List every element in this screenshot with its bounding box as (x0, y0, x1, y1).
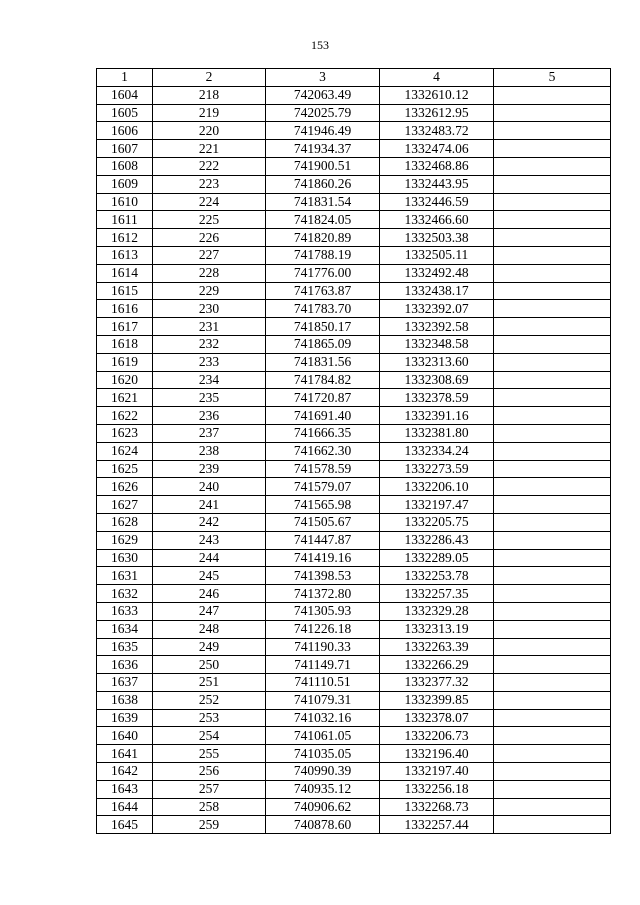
table-row (97, 175, 611, 193)
table-cell: 236 (153, 407, 266, 425)
table-cell: 1634 (97, 620, 153, 638)
table-cell: 1612 (97, 229, 153, 247)
table-cell: 255 (153, 745, 266, 763)
table-cell: 741226.18 (266, 620, 380, 638)
table-cell: 1332206.10 (380, 478, 494, 496)
table-cell: 1645 (97, 816, 153, 834)
table-cell: 741662.30 (266, 442, 380, 460)
table-cell (494, 211, 611, 229)
table-cell (494, 122, 611, 140)
table-cell: 741860.26 (266, 175, 380, 193)
table-cell (494, 763, 611, 781)
table-row (97, 745, 611, 763)
table-cell: 1637 (97, 674, 153, 692)
table-row (97, 620, 611, 638)
table-cell: 224 (153, 193, 266, 211)
table-cell: 1632 (97, 585, 153, 603)
table-cell: 1332392.07 (380, 300, 494, 318)
table-cell: 742025.79 (266, 104, 380, 122)
table-cell: 1332197.40 (380, 763, 494, 781)
table-cell: 741865.09 (266, 335, 380, 353)
table-cell: 233 (153, 353, 266, 371)
column-header: 3 (266, 69, 380, 87)
table-cell: 1332492.48 (380, 264, 494, 282)
table-cell (494, 549, 611, 567)
table-cell: 228 (153, 264, 266, 282)
table-cell: 246 (153, 585, 266, 603)
table-cell: 741784.82 (266, 371, 380, 389)
table-cell: 1332468.86 (380, 157, 494, 175)
table-cell: 1619 (97, 353, 153, 371)
table-cell (494, 86, 611, 104)
table-row (97, 371, 611, 389)
table-cell: 1643 (97, 780, 153, 798)
table-row (97, 318, 611, 336)
table-cell: 219 (153, 104, 266, 122)
table-cell: 1332612.95 (380, 104, 494, 122)
table-cell: 223 (153, 175, 266, 193)
table-cell (494, 780, 611, 798)
table-cell: 1332253.78 (380, 567, 494, 585)
table-cell: 741691.40 (266, 407, 380, 425)
table-cell (494, 709, 611, 727)
table-row (97, 300, 611, 318)
table-row (97, 193, 611, 211)
table-cell (494, 691, 611, 709)
table-cell (494, 282, 611, 300)
table-row (97, 567, 611, 585)
table-cell: 741824.05 (266, 211, 380, 229)
table-cell: 740990.39 (266, 763, 380, 781)
table-row (97, 335, 611, 353)
table-cell: 257 (153, 780, 266, 798)
table-cell: 1611 (97, 211, 153, 229)
table-cell: 741776.00 (266, 264, 380, 282)
table-cell: 259 (153, 816, 266, 834)
table-cell (494, 674, 611, 692)
table-cell: 235 (153, 389, 266, 407)
table-cell (494, 371, 611, 389)
table-cell: 1332205.75 (380, 513, 494, 531)
table-row (97, 407, 611, 425)
table-cell: 1635 (97, 638, 153, 656)
table-cell (494, 496, 611, 514)
table-cell (494, 300, 611, 318)
table-cell: 1639 (97, 709, 153, 727)
table-row (97, 424, 611, 442)
table-cell (494, 353, 611, 371)
table-cell: 741788.19 (266, 246, 380, 264)
table-cell: 741934.37 (266, 140, 380, 158)
table-cell: 258 (153, 798, 266, 816)
table-row (97, 157, 611, 175)
table-cell: 1332273.59 (380, 460, 494, 478)
table-cell (494, 513, 611, 531)
table-cell: 1332266.29 (380, 656, 494, 674)
table-cell: 1332257.35 (380, 585, 494, 603)
table-row (97, 442, 611, 460)
column-header: 4 (380, 69, 494, 87)
table-cell: 1332263.39 (380, 638, 494, 656)
table-cell: 1614 (97, 264, 153, 282)
table-row (97, 585, 611, 603)
table-row (97, 780, 611, 798)
table-cell: 220 (153, 122, 266, 140)
table-cell: 1644 (97, 798, 153, 816)
table-cell (494, 531, 611, 549)
table-cell (494, 389, 611, 407)
table-cell: 239 (153, 460, 266, 478)
page-number: 153 (311, 38, 329, 52)
table-cell: 1332443.95 (380, 175, 494, 193)
table-cell: 1630 (97, 549, 153, 567)
table-cell: 238 (153, 442, 266, 460)
table-cell (494, 175, 611, 193)
table-cell (494, 727, 611, 745)
table-cell (494, 157, 611, 175)
table-cell: 741720.87 (266, 389, 380, 407)
table-row (97, 798, 611, 816)
table-cell: 1332505.11 (380, 246, 494, 264)
table-header-row (97, 69, 611, 87)
table-cell: 741061.05 (266, 727, 380, 745)
table-cell: 225 (153, 211, 266, 229)
table-row (97, 478, 611, 496)
table-row (97, 264, 611, 282)
table-row (97, 513, 611, 531)
table-row (97, 727, 611, 745)
table-cell (494, 264, 611, 282)
table-cell: 1610 (97, 193, 153, 211)
table-row (97, 86, 611, 104)
table-cell: 242 (153, 513, 266, 531)
table-cell: 230 (153, 300, 266, 318)
table-row (97, 638, 611, 656)
table-cell: 741149.71 (266, 656, 380, 674)
table-cell (494, 656, 611, 674)
column-header: 2 (153, 69, 266, 87)
table-cell: 1606 (97, 122, 153, 140)
table-cell: 1332438.17 (380, 282, 494, 300)
table-cell (494, 745, 611, 763)
table-cell: 741079.31 (266, 691, 380, 709)
table-cell: 1625 (97, 460, 153, 478)
table-cell: 229 (153, 282, 266, 300)
table-cell: 1626 (97, 478, 153, 496)
table-cell: 1332503.38 (380, 229, 494, 247)
table-cell (494, 638, 611, 656)
table-cell: 1608 (97, 157, 153, 175)
table-cell (494, 567, 611, 585)
table-cell: 227 (153, 246, 266, 264)
table-body (97, 86, 611, 833)
table-cell: 1332289.05 (380, 549, 494, 567)
table-cell (494, 318, 611, 336)
table-cell: 1332446.59 (380, 193, 494, 211)
table-cell: 1332286.43 (380, 531, 494, 549)
table-row (97, 122, 611, 140)
table-cell: 741419.16 (266, 549, 380, 567)
table-cell (494, 104, 611, 122)
table-cell: 741447.87 (266, 531, 380, 549)
table-cell: 1332334.24 (380, 442, 494, 460)
table-row (97, 211, 611, 229)
table-row (97, 656, 611, 674)
table-cell: 247 (153, 602, 266, 620)
table-cell: 741505.67 (266, 513, 380, 531)
table-cell: 254 (153, 727, 266, 745)
table-cell: 226 (153, 229, 266, 247)
table-cell: 1631 (97, 567, 153, 585)
column-header: 5 (494, 69, 611, 87)
table-cell: 1609 (97, 175, 153, 193)
coordinates-table (96, 68, 611, 834)
table-cell (494, 816, 611, 834)
table-cell: 1616 (97, 300, 153, 318)
table-cell: 741032.16 (266, 709, 380, 727)
table-cell: 232 (153, 335, 266, 353)
table-cell: 253 (153, 709, 266, 727)
table-cell: 1332392.58 (380, 318, 494, 336)
table-cell: 252 (153, 691, 266, 709)
table-cell: 249 (153, 638, 266, 656)
table-cell: 741110.51 (266, 674, 380, 692)
table-cell: 741372.80 (266, 585, 380, 603)
table-cell: 256 (153, 763, 266, 781)
table-cell: 741946.49 (266, 122, 380, 140)
table-cell: 740906.62 (266, 798, 380, 816)
table-cell (494, 798, 611, 816)
table-cell: 741666.35 (266, 424, 380, 442)
table-cell: 240 (153, 478, 266, 496)
table-cell: 1332313.19 (380, 620, 494, 638)
table-cell: 741763.87 (266, 282, 380, 300)
table-cell (494, 478, 611, 496)
table-row (97, 282, 611, 300)
table-cell: 222 (153, 157, 266, 175)
table-cell: 1628 (97, 513, 153, 531)
table-cell (494, 585, 611, 603)
table-cell: 1642 (97, 763, 153, 781)
table-cell: 742063.49 (266, 86, 380, 104)
table-cell: 1332268.73 (380, 798, 494, 816)
table-cell: 1615 (97, 282, 153, 300)
table-cell: 741578.59 (266, 460, 380, 478)
table-cell: 1332377.32 (380, 674, 494, 692)
table-cell: 1627 (97, 496, 153, 514)
table-row (97, 460, 611, 478)
table-cell: 1332466.60 (380, 211, 494, 229)
table-cell: 250 (153, 656, 266, 674)
table-cell: 251 (153, 674, 266, 692)
table-cell (494, 193, 611, 211)
table-cell: 1633 (97, 602, 153, 620)
table-cell: 1332256.18 (380, 780, 494, 798)
table-cell: 1332378.59 (380, 389, 494, 407)
table-cell: 241 (153, 496, 266, 514)
table-cell: 243 (153, 531, 266, 549)
table-cell: 1640 (97, 727, 153, 745)
table-cell: 741831.56 (266, 353, 380, 371)
table-row (97, 602, 611, 620)
table-cell: 741820.89 (266, 229, 380, 247)
table-cell: 1618 (97, 335, 153, 353)
table-cell (494, 602, 611, 620)
table-cell: 741783.70 (266, 300, 380, 318)
table-cell: 1332313.60 (380, 353, 494, 371)
table-cell: 1332348.58 (380, 335, 494, 353)
table-cell: 1332483.72 (380, 122, 494, 140)
table-cell (494, 229, 611, 247)
table-cell (494, 335, 611, 353)
table-row (97, 104, 611, 122)
table-row (97, 816, 611, 834)
table-row (97, 549, 611, 567)
table-cell: 231 (153, 318, 266, 336)
table-cell: 1641 (97, 745, 153, 763)
table-cell: 1332206.73 (380, 727, 494, 745)
table-cell: 741850.17 (266, 318, 380, 336)
table-cell: 741035.05 (266, 745, 380, 763)
table-cell: 1621 (97, 389, 153, 407)
table-cell: 741305.93 (266, 602, 380, 620)
table-cell: 1332196.40 (380, 745, 494, 763)
table-cell: 1332610.12 (380, 86, 494, 104)
table-cell: 1332381.80 (380, 424, 494, 442)
table-cell: 1629 (97, 531, 153, 549)
table-cell (494, 442, 611, 460)
table-cell: 245 (153, 567, 266, 585)
table-row (97, 389, 611, 407)
table-cell: 1638 (97, 691, 153, 709)
table-cell (494, 424, 611, 442)
table-cell (494, 407, 611, 425)
table-row (97, 691, 611, 709)
table-cell: 218 (153, 86, 266, 104)
table-row (97, 709, 611, 727)
table-cell (494, 460, 611, 478)
table-cell: 1332474.06 (380, 140, 494, 158)
table-cell: 1624 (97, 442, 153, 460)
column-header: 1 (97, 69, 153, 87)
table-cell: 1332391.16 (380, 407, 494, 425)
table-cell: 740878.60 (266, 816, 380, 834)
table-cell: 741579.07 (266, 478, 380, 496)
table-cell: 244 (153, 549, 266, 567)
table-cell: 741831.54 (266, 193, 380, 211)
table-cell: 1623 (97, 424, 153, 442)
table-cell: 1332308.69 (380, 371, 494, 389)
table-cell: 248 (153, 620, 266, 638)
table-cell: 234 (153, 371, 266, 389)
table-row (97, 246, 611, 264)
table-cell (494, 246, 611, 264)
table-cell: 1604 (97, 86, 153, 104)
table-cell: 1613 (97, 246, 153, 264)
table-row (97, 140, 611, 158)
table-cell: 1332197.47 (380, 496, 494, 514)
table-cell: 1607 (97, 140, 153, 158)
table-cell: 740935.12 (266, 780, 380, 798)
table-cell: 1332329.28 (380, 602, 494, 620)
table-cell: 1620 (97, 371, 153, 389)
table-row (97, 531, 611, 549)
table-cell (494, 140, 611, 158)
table-cell: 1622 (97, 407, 153, 425)
table-row (97, 674, 611, 692)
table-cell: 1332378.07 (380, 709, 494, 727)
table-cell: 741398.53 (266, 567, 380, 585)
table-row (97, 496, 611, 514)
table-cell: 1617 (97, 318, 153, 336)
table-cell: 1332257.44 (380, 816, 494, 834)
table-cell (494, 620, 611, 638)
table-cell: 237 (153, 424, 266, 442)
table-cell: 1605 (97, 104, 153, 122)
table-cell: 741190.33 (266, 638, 380, 656)
table-row (97, 229, 611, 247)
table-cell: 1636 (97, 656, 153, 674)
table-cell: 221 (153, 140, 266, 158)
table-row (97, 353, 611, 371)
table-cell: 741565.98 (266, 496, 380, 514)
table-cell: 741900.51 (266, 157, 380, 175)
table-row (97, 763, 611, 781)
table-cell: 1332399.85 (380, 691, 494, 709)
